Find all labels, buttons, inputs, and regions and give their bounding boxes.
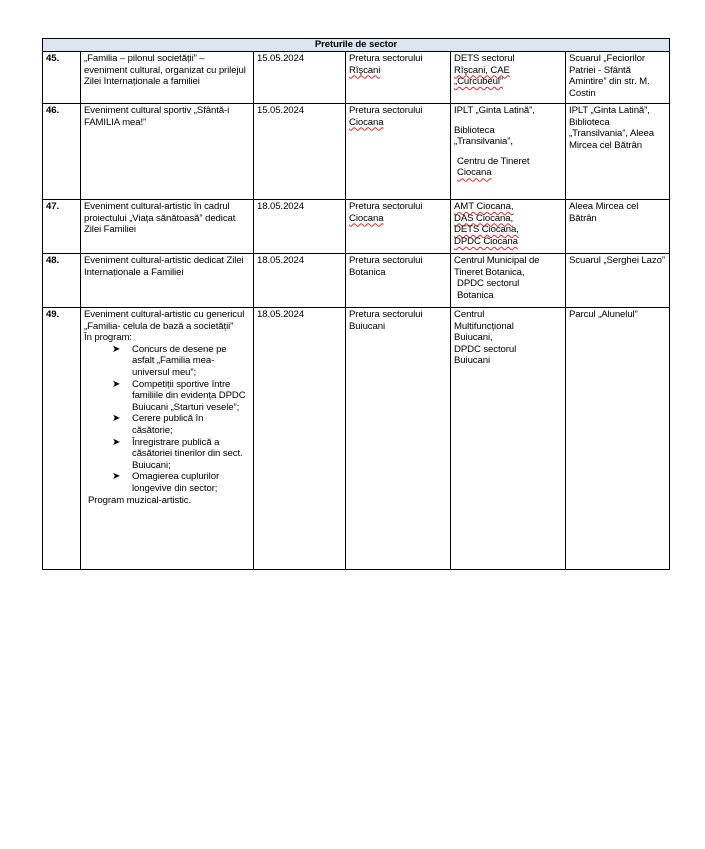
program-item: ➤ Omagierea cuplurilor longevive din sector; (112, 471, 220, 494)
event-location: IPLT „Ginta Latină”, Biblioteca „Transilvania”, Aleea Mircea cel Bătrân (566, 104, 670, 200)
program-item: ➤ Competiții sportive între familiile din evidența DPDC Buiucani „Starturi vesele”; (112, 378, 246, 413)
section-title: Preturile de sector (43, 39, 670, 52)
organizer-line: Pretura sectorului (349, 201, 423, 212)
program-item: ➤ Cerere publică în căsătorie; (112, 413, 204, 436)
event-organizer (346, 52, 451, 104)
partner-line: Centrul Municipal de (454, 255, 540, 266)
event-location: Aleea Mircea cel Bătrân (566, 200, 670, 254)
event-date: 15.05.2024 (254, 104, 346, 200)
partner-line: DPDC sectorul (454, 343, 517, 355)
event-title: Eveniment cultural-artistic în cadrul proiectului „Viața sănătoasă” dedicat Zilei Familiei (81, 200, 254, 254)
organizer-line: Ciocana (349, 116, 384, 128)
arrowhead-bullet-icon: ➤ (112, 343, 121, 355)
event-date: 18.05.2024 (254, 308, 346, 570)
table-row (43, 308, 670, 570)
program-list (84, 344, 250, 495)
event-organizer (346, 104, 451, 200)
partner-line: Centru de Tineret (457, 155, 530, 167)
partner-line: Rîşcani, CAE (454, 64, 510, 76)
program-label: În program: (84, 332, 132, 344)
organizer-line: Pretura sectorului (349, 255, 423, 266)
event-partners (451, 104, 566, 200)
arrowhead-bullet-icon: ➤ (112, 413, 121, 425)
arrowhead-bullet-icon: ➤ (112, 471, 121, 483)
event-organizer (346, 254, 451, 308)
event-location: Scuarul „Feciorilor Patriei - Sfântă Amintire” din str. M. Costin (566, 52, 670, 104)
row-number: 49. (43, 308, 81, 570)
event-organizer (346, 200, 451, 254)
row-number: 45. (43, 52, 81, 104)
event-location: Parcul „Alunelul” (566, 308, 670, 570)
event-partners (451, 200, 566, 254)
partner-line: AMT Ciocana, (454, 201, 514, 212)
partner-line: Centrul (454, 309, 485, 320)
row-number: 46. (43, 104, 81, 200)
partner-line: Buiucani, (454, 332, 493, 344)
arrowhead-bullet-icon: ➤ (112, 436, 121, 448)
event-location: Scuarul „Serghei Lazo” (566, 254, 670, 308)
partner-line: DETS sectorul (454, 53, 515, 64)
organizer-line: Buiucani (349, 320, 386, 332)
partner-line: IPLT „Ginta Latină”, (454, 105, 535, 116)
partner-line: Multifuncțional (454, 320, 514, 332)
partner-line: Buiucani (454, 355, 491, 367)
section-header-row (43, 39, 670, 52)
organizer-line: Botanica (349, 266, 386, 278)
table-row (43, 254, 670, 308)
organizer-line: Pretura sectorului (349, 53, 423, 64)
organizer-line: Pretura sectorului (349, 105, 423, 116)
event-partners (451, 308, 566, 570)
program-end: Program muzical-artistic. (88, 494, 192, 506)
partner-line: DPDC sectorul (457, 278, 520, 290)
partner-line: DPDC Ciocana (454, 235, 518, 247)
partner-line: Ciocana (457, 167, 492, 179)
partner-line: DAS Ciocana, (454, 212, 514, 224)
table-row (43, 104, 670, 200)
partner-line: „Curcubeul” (454, 76, 504, 88)
program-item: ➤ Înregistrare publică a căsătoriei tinerilor din sect. Buiucani; (112, 436, 243, 471)
event-title-program (81, 308, 254, 570)
event-date: 18.05.2024 (254, 200, 346, 254)
events-table (42, 38, 670, 570)
partner-line: „Transilvania”, (454, 136, 513, 148)
organizer-line: Pretura sectorului (349, 309, 423, 320)
organizer-line: Ciocana (349, 212, 384, 224)
event-title: Eveniment cultural sportiv „Sfântă-i FAMILIA mea!” (81, 104, 254, 200)
row-number: 48. (43, 254, 81, 308)
table-row (43, 200, 670, 254)
table-row (43, 52, 670, 104)
event-date: 18.05.2024 (254, 254, 346, 308)
event-title: Eveniment cultural-artistic dedicat Zilei Internaționale a Familiei (81, 254, 254, 308)
partner-line: DETS Ciocana, (454, 224, 519, 236)
program-item: ➤ Concurs de desene pe asfalt „Familia mea-universul meu”; (112, 343, 227, 378)
event-title: „Familia – pilonul societății” – eveniment cultural, organizat cu prilejul Zilei Internaționale a familiei (81, 52, 254, 104)
partner-line: Tineret Botanica, (454, 266, 525, 278)
partner-line: Biblioteca (454, 124, 495, 136)
event-title: Eveniment cultural-artistic cu genericul „Familia- celula de bază a societății” (84, 309, 245, 332)
row-number: 47. (43, 200, 81, 254)
event-organizer (346, 308, 451, 570)
arrowhead-bullet-icon: ➤ (112, 378, 121, 390)
event-partners (451, 52, 566, 104)
event-date: 15.05.2024 (254, 52, 346, 104)
partner-line: Botanica (457, 289, 494, 301)
organizer-line: Rîşcani (349, 64, 381, 76)
event-partners (451, 254, 566, 308)
